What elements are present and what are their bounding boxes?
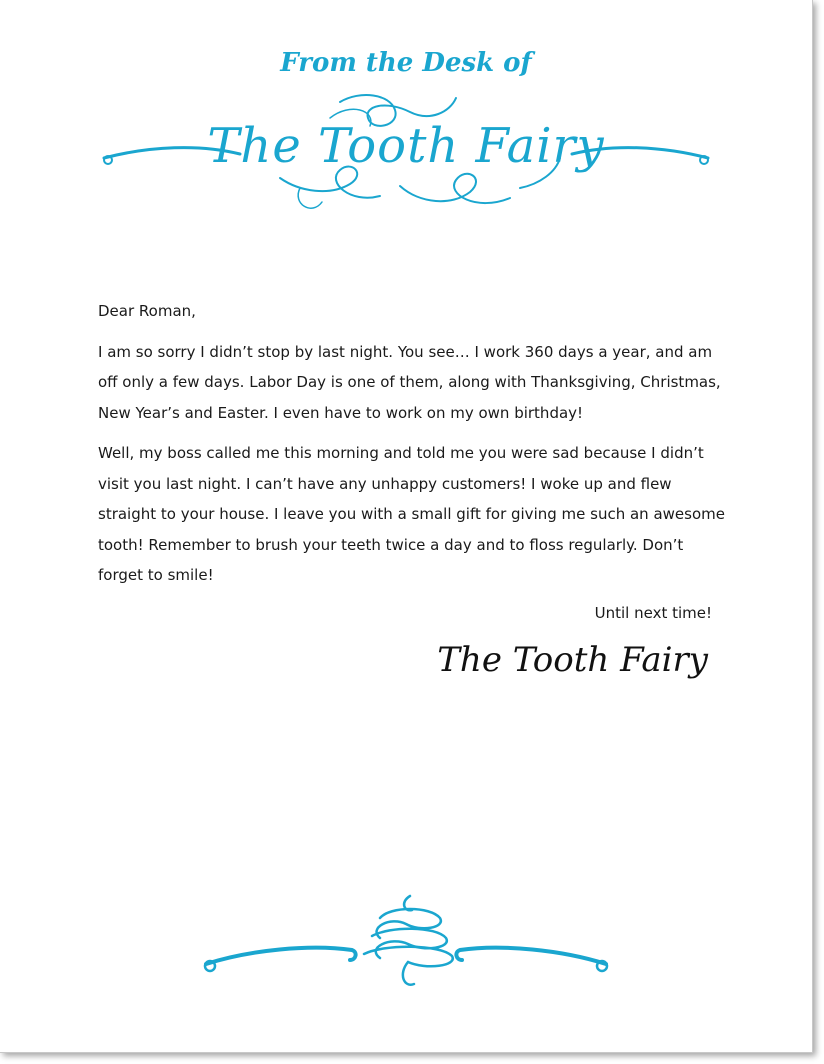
paragraph-1: I am so sorry I didn’t stop by last night. You see… I work 360 days a year, and am off only a few days. Labor Day is one of them, along with Thanksgiving, Christmas, New Year’s and Easter. I even have to work on my own birthday! (98, 342, 721, 422)
letterhead-title: The Tooth Fairy (207, 118, 605, 174)
paragraph-2: Well, my boss called me this morning and told me you were sad because I didn’t visit you last night. I can’t have any unhappy customers! I woke up and flew straight to your house. I leave you with a small gift for giving me such an awesome tooth! Remember to brush your teeth twice a day and to floss regularly. Don’t forget to smile! (98, 444, 725, 584)
letter-body (98, 296, 728, 601)
greeting: Dear Roman, (98, 302, 196, 320)
header-subtitle: From the Desk of (280, 48, 532, 78)
signature: The Tooth Fairy (437, 640, 708, 680)
flourish-divider-icon (0, 888, 812, 998)
closing-line: Until next time! (594, 604, 712, 622)
